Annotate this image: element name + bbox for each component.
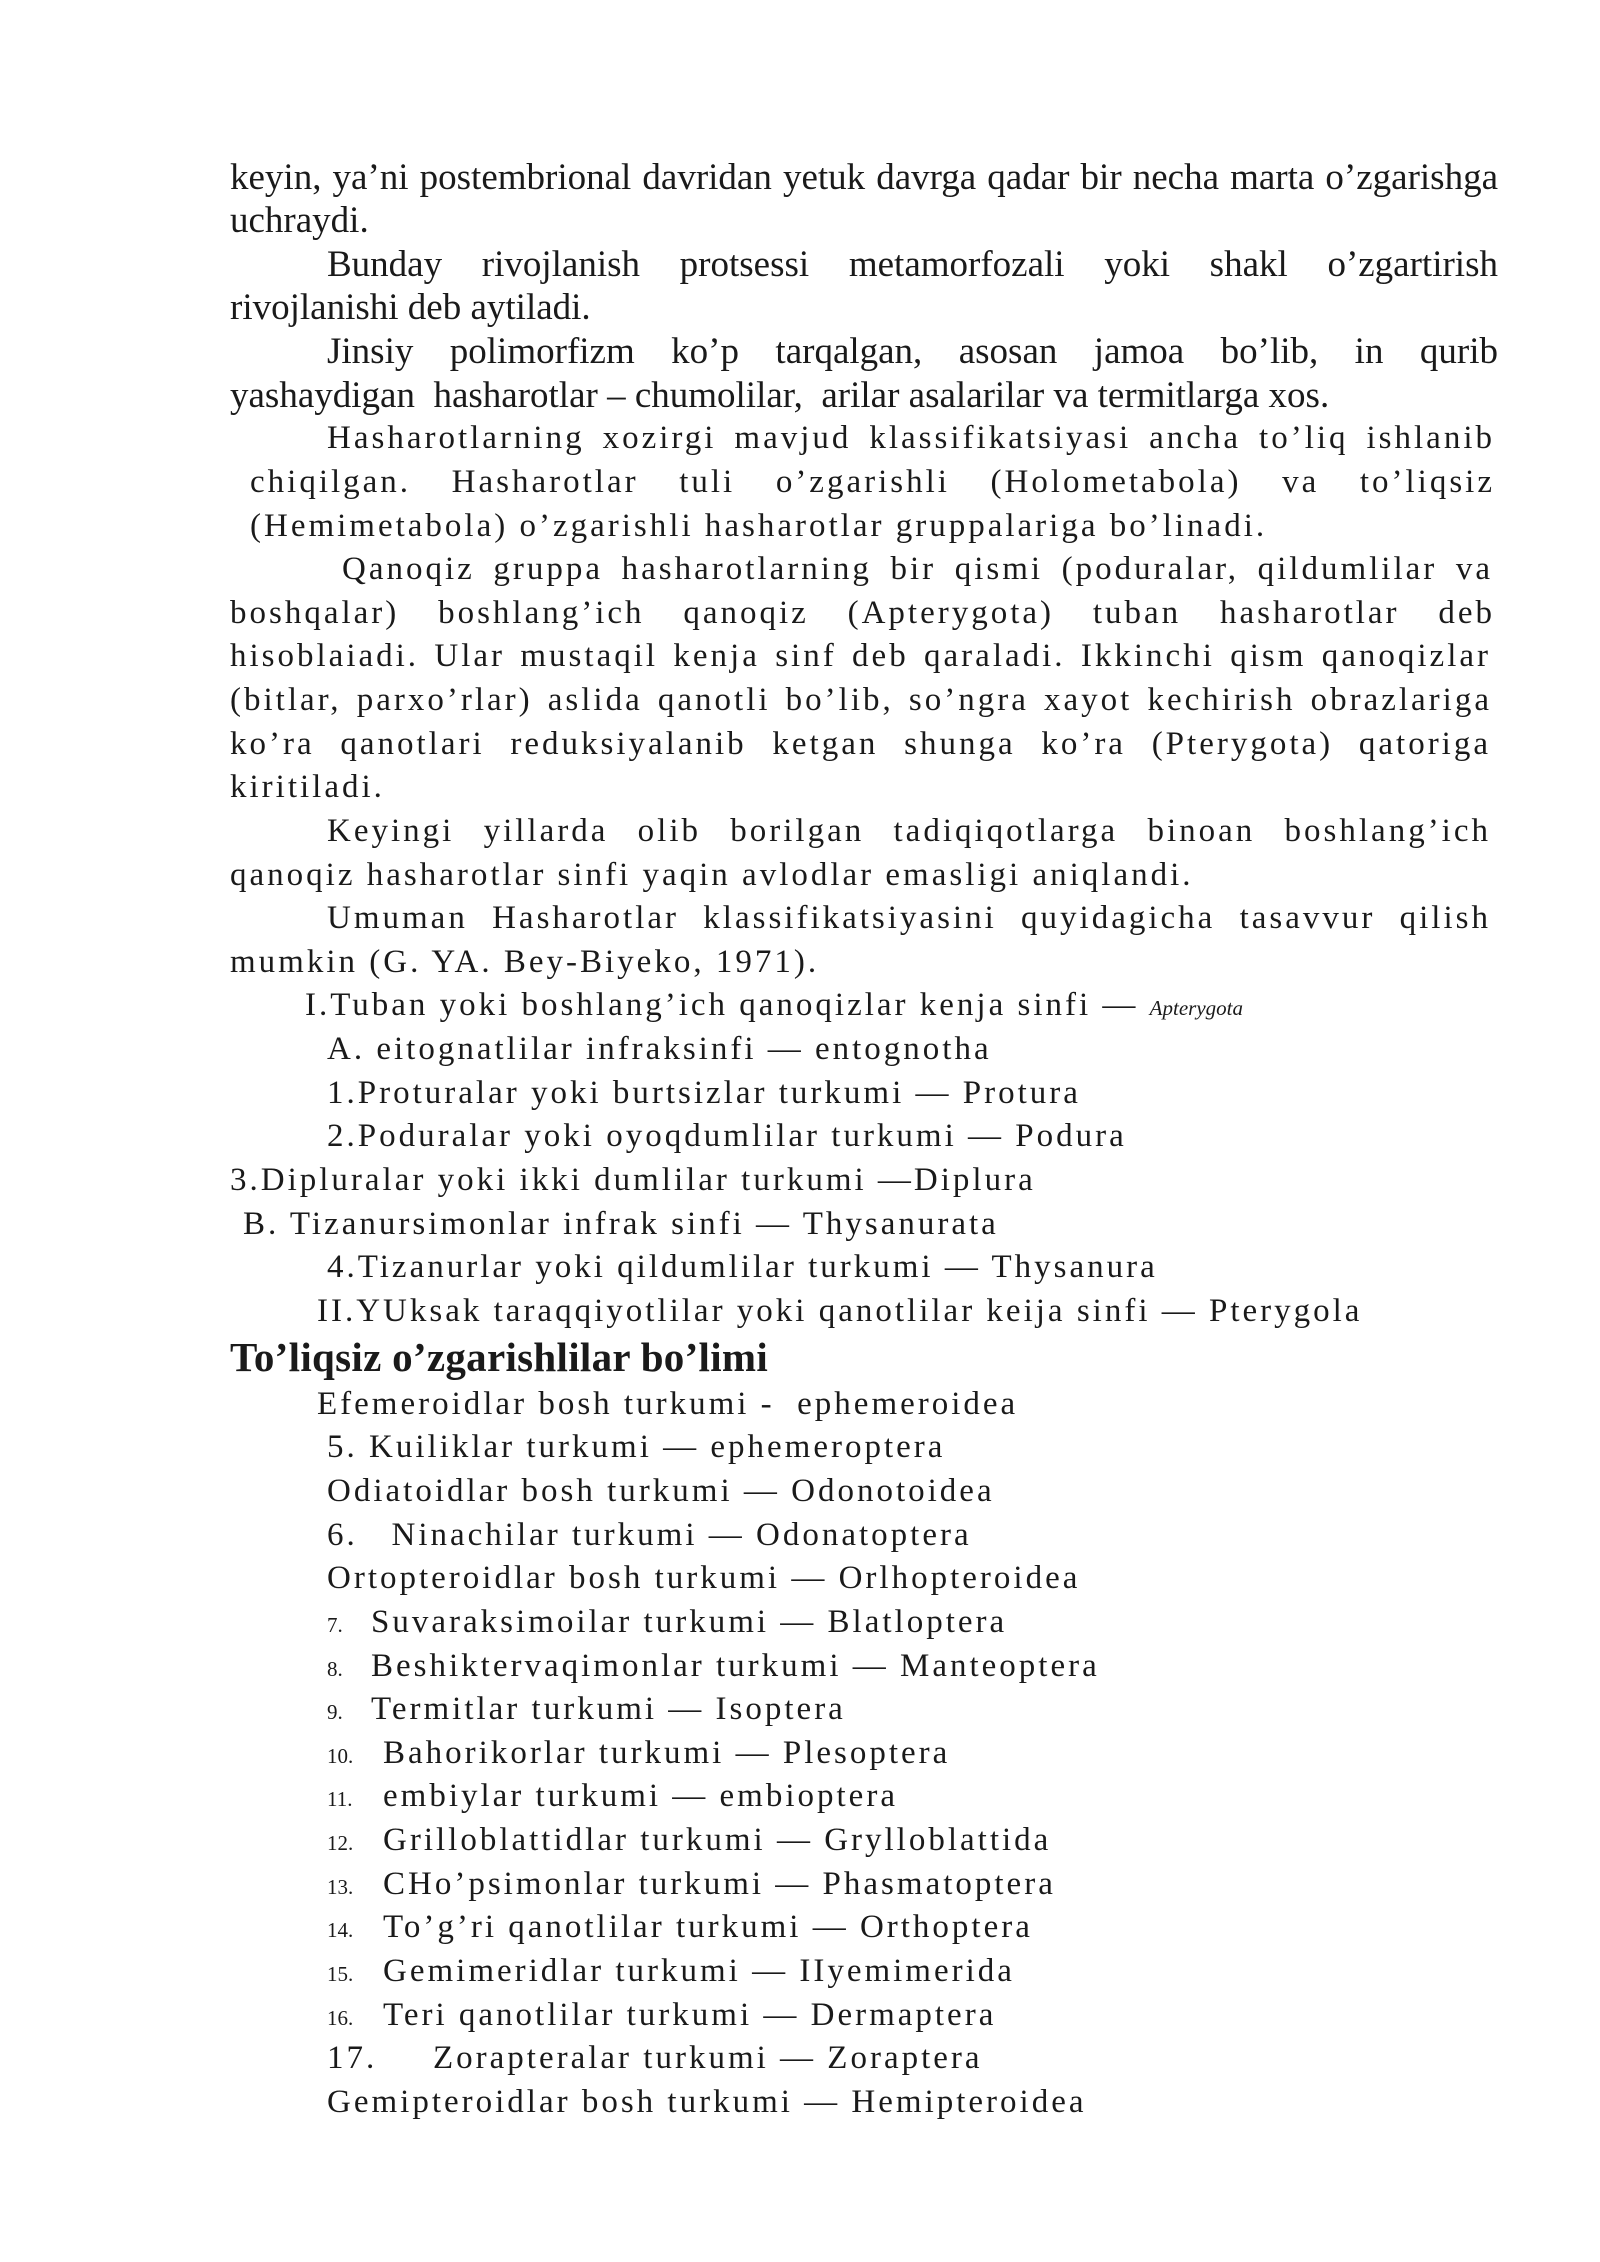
taxon-line: 2.Poduralar yoki oyoqdumlilar turkumi — Podura xyxy=(327,1118,1127,1155)
order-number: 11. xyxy=(327,1787,353,1812)
taxon-line: 3.Dipluralar yoki ikki dumlilar turkumi —Diplura xyxy=(230,1161,1036,1198)
order-item xyxy=(327,1950,1600,1994)
taxon-line: B. Tizanursimonlar infrak sinfi — Thysanurata xyxy=(243,1205,999,1242)
body-line: Keyingi yillarda olib borilgan tadiqiqotlarga binoan boshlang’ich xyxy=(327,812,1491,849)
body-line: Bunday rivojlanish protsessi metamorfozali yoki shakl o’zgartirish xyxy=(327,243,1498,285)
section-heading: To’liqsiz o’zgarishlilar bo’limi xyxy=(230,1334,769,1381)
order-number: 13. xyxy=(327,1874,354,1899)
superorder-line: Efemeroidlar bosh turkumi - ephemeroidea xyxy=(317,1385,1019,1422)
order-label: CHo’psimonlar turkumi — Phasmatoptera xyxy=(383,1865,1056,1902)
order-label: embiylar turkumi — embioptera xyxy=(383,1778,898,1815)
order-item xyxy=(327,1688,1600,1732)
subclass-line xyxy=(305,984,1600,1028)
body-line: uchraydi. xyxy=(230,200,369,242)
order-item xyxy=(327,1994,1600,2038)
order-number: 7. xyxy=(327,1612,343,1637)
order-item xyxy=(327,1863,1600,1907)
body-line: keyin, ya’ni postembrional davridan yetuk davrga qadar bir necha marta o’zgarishga xyxy=(230,156,1498,198)
body-line: (Hemimetabola) o’zgarishli hasharotlar gruppalariga bo’linadi. xyxy=(250,507,1268,544)
body-line: Qanoqiz gruppa hasharotlarning bir qismi (poduralar, qildumlilar va xyxy=(342,551,1493,588)
order-number: 16. xyxy=(327,2005,354,2030)
order-item xyxy=(327,1732,1600,1776)
order-item xyxy=(327,1906,1600,1950)
taxon-line: II.YUksak taraqqiyotlilar yoki qanotlilar keija sinfi — Pterygola xyxy=(317,1292,1363,1329)
order-label: Grilloblattidlar turkumi — Grylloblattida xyxy=(383,1822,1052,1859)
superorder-line: 5. Kuiliklar turkumi — ephemeroptera xyxy=(327,1429,946,1466)
superorder-line: 6. Ninachilar turkumi — Odonatoptera xyxy=(327,1516,972,1553)
order-label: Zorapteralar turkumi — Zoraptera xyxy=(433,2040,983,2077)
order-label: Teri qanotlilar turkumi — Dermaptera xyxy=(383,1996,997,2033)
body-line: chiqilgan. Hasharotlar tuli o’zgarishli (Holometabola) va to’liqsiz xyxy=(250,463,1495,500)
body-line: Umuman Hasharotlar klassifikatsiyasini quyidagicha tasavvur qilish xyxy=(327,900,1491,937)
order-item xyxy=(327,2037,1600,2081)
taxon-line: 1.Proturalar yoki burtsizlar turkumi — Protura xyxy=(327,1074,1081,1111)
order-number: 17. xyxy=(327,2040,378,2077)
body-line: boshqalar) boshlang’ich qanoqiz (Apterygota) tuban hasharotlar deb xyxy=(230,594,1495,631)
order-number: 12. xyxy=(327,1831,354,1856)
order-label: Suvaraksimoilar turkumi — Blatloptera xyxy=(371,1603,1008,1640)
subclass-latin-name: Apterygota xyxy=(1149,996,1243,1021)
superorder-line: Gemipteroidlar bosh turkumi — Hemipteroidea xyxy=(327,2083,1087,2120)
order-number: 14. xyxy=(327,1918,354,1943)
order-label: Termitlar turkumi — Isoptera xyxy=(371,1691,846,1728)
order-label: Bahorikorlar turkumi — Plesoptera xyxy=(383,1734,951,1771)
order-label: Beshiktervaqimonlar turkumi — Manteoptera xyxy=(371,1647,1100,1684)
body-line: Hasharotlarning xozirgi mavjud klassifikatsiyasi ancha to’liq ishlanib xyxy=(327,420,1495,457)
body-line: rivojlanishi deb aytiladi. xyxy=(230,287,591,329)
body-line: hisoblaiadi. Ular mustaqil kenja sinf deb qaraladi. Ikkinchi qism qanoqizlar xyxy=(230,638,1491,675)
order-number: 8. xyxy=(327,1656,343,1681)
order-number: 9. xyxy=(327,1700,343,1725)
body-line: yashaydigan hasharotlar – chumolilar, arilar asalarilar va termitlarga xos. xyxy=(230,374,1330,416)
body-line: Jinsiy polimorfizm ko’p tarqalgan, asosan jamoa bo’lib, in qurib xyxy=(327,331,1498,372)
superorder-line: Ortopteroidlar bosh turkumi — Orlhopteroidea xyxy=(327,1560,1081,1597)
order-item xyxy=(327,1645,1600,1689)
taxon-line: 4.Tizanurlar yoki qildumlilar turkumi — Thysanura xyxy=(327,1249,1158,1286)
order-label: To’g’ri qanotlilar turkumi — Orthoptera xyxy=(383,1909,1033,1946)
order-item xyxy=(327,1819,1600,1863)
order-item xyxy=(327,1601,1600,1645)
body-line: mumkin (G. YA. Bey-Biyeko, 1971). xyxy=(230,943,820,980)
taxon-line: A. eitognatlilar infraksinfi — entognotha xyxy=(327,1031,992,1067)
order-label: Gemimeridlar turkumi — IIyemimerida xyxy=(383,1952,1015,1989)
order-item xyxy=(327,1775,1600,1819)
body-line: ko’ra qanotlari reduksiyalanib ketgan shunga ko’ra (Pterygota) qatoriga xyxy=(230,725,1491,762)
body-line: (bitlar, parxo’rlar) aslida qanotli bo’lib, so’ngra xayot kechirish obrazlariga xyxy=(230,682,1492,718)
order-number: 15. xyxy=(327,1961,354,1986)
superorder-line: Odiatoidlar bosh turkumi — Odonotoidea xyxy=(327,1473,995,1510)
order-number: 10. xyxy=(327,1743,354,1768)
subclass-label: I.Tuban yoki boshlang’ich qanoqizlar kenja sinfi — xyxy=(305,987,1139,1024)
body-line: kiritiladi. xyxy=(230,769,385,806)
body-line: qanoqiz hasharotlar sinfi yaqin avlodlar emasligi aniqlandi. xyxy=(230,856,1194,893)
